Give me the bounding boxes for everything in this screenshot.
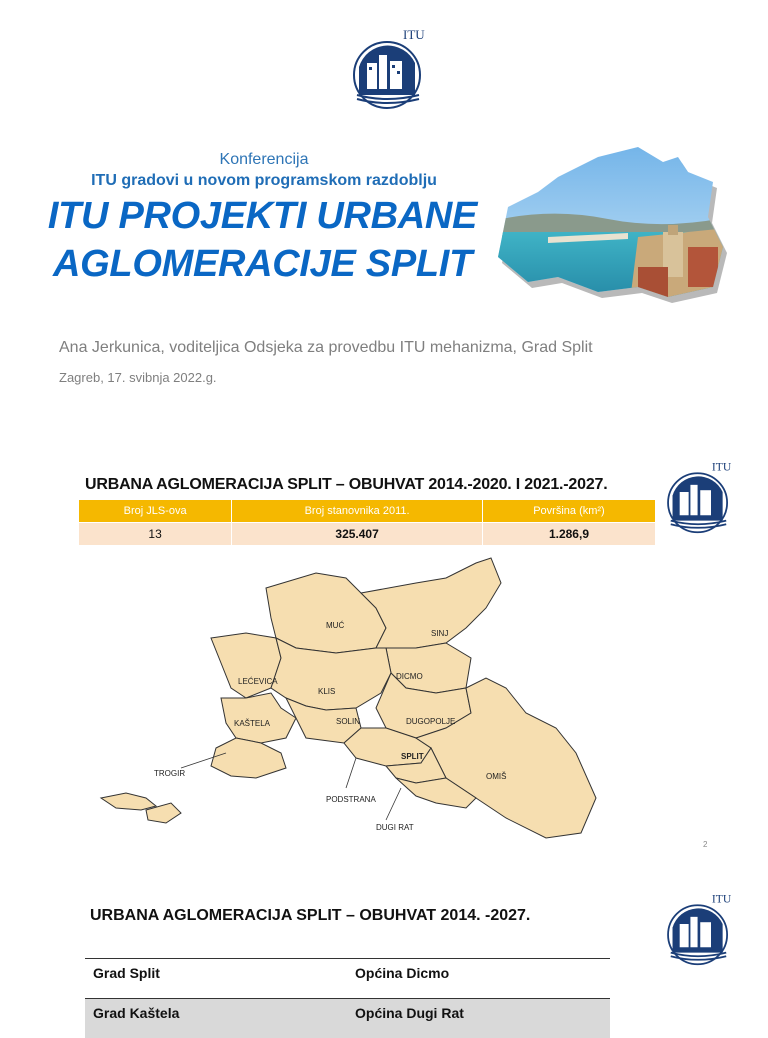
list-row xyxy=(85,998,610,1038)
main-title xyxy=(20,192,505,288)
split-coast-photo xyxy=(488,137,738,322)
map-label-lecevica: LEĆEVICA xyxy=(238,677,278,686)
map-label-omis: OMIŠ xyxy=(486,772,507,781)
region-muc xyxy=(266,573,386,653)
agglomeration-map xyxy=(86,548,616,860)
map-label-podstrana: PODSTRANA xyxy=(326,795,376,804)
itu-logo-small xyxy=(660,458,745,543)
conference-label: Konferencija xyxy=(219,151,309,168)
stats-table xyxy=(78,499,656,546)
map-label-muc: MUĆ xyxy=(326,621,345,630)
list-cell: Općina Dugi Rat xyxy=(355,1005,464,1021)
logo-acronym-3: ITU xyxy=(711,892,732,906)
slide3-title: URBANA AGLOMERACIJA SPLIT – OBUHVAT 2014. -2027. xyxy=(90,907,531,924)
main-title-line1: ITU PROJEKTI URBANE xyxy=(47,195,478,237)
date-line: Zagreb, 17. svibnja 2022.g. xyxy=(59,370,217,385)
stats-header-area: Površina (km²) xyxy=(482,500,655,523)
stats-header-jls: Broj JLS-ova xyxy=(79,500,232,523)
slide2-title: URBANA AGLOMERACIJA SPLIT – OBUHVAT 2014.-2020. I 2021.-2027. xyxy=(85,476,608,493)
logo-acronym: ITU xyxy=(403,27,425,42)
main-title-line2: AGLOMERACIJE SPLIT xyxy=(53,243,472,285)
map-label-dugopolje: DUGOPOLJE xyxy=(406,717,456,726)
region-kastela xyxy=(221,693,296,743)
map-label-split: SPLIT xyxy=(401,752,424,761)
conference-subtitle: ITU gradovi u novom programskom razdoblju xyxy=(91,172,437,189)
map-label-dicmo: DICMO xyxy=(396,672,423,681)
map-label-kastela: KAŠTELA xyxy=(234,719,271,728)
region-trogir xyxy=(211,738,286,778)
municipality-list xyxy=(85,958,610,1038)
stats-value-population: 325.407 xyxy=(232,523,483,546)
map-label-sinj: SINJ xyxy=(431,629,449,638)
list-row xyxy=(85,958,610,998)
page-number: 2 xyxy=(703,840,708,849)
map-label-trogir: TROGIR xyxy=(154,769,186,778)
list-cell: Grad Split xyxy=(93,965,160,981)
map-label-solin: SOLIN xyxy=(336,717,361,726)
stats-header-population: Broj stanovnika 2011. xyxy=(232,500,483,523)
list-cell: Grad Kaštela xyxy=(93,1005,180,1021)
presenter-line: Ana Jerkunica, voditeljica Odsjeka za provedbu ITU mehanizma, Grad Split xyxy=(59,339,593,356)
map-label-dugi-rat: DUGI RAT xyxy=(376,823,414,832)
stats-value-area: 1.286,9 xyxy=(482,523,655,546)
logo-acronym-2: ITU xyxy=(711,460,732,474)
region-islands-1 xyxy=(101,793,156,810)
list-cell: Općina Dicmo xyxy=(355,965,450,981)
itu-logo-small-2 xyxy=(660,890,745,975)
stats-value-jls: 13 xyxy=(79,523,232,546)
itu-logo xyxy=(345,25,440,120)
map-label-klis: KLIS xyxy=(318,687,336,696)
